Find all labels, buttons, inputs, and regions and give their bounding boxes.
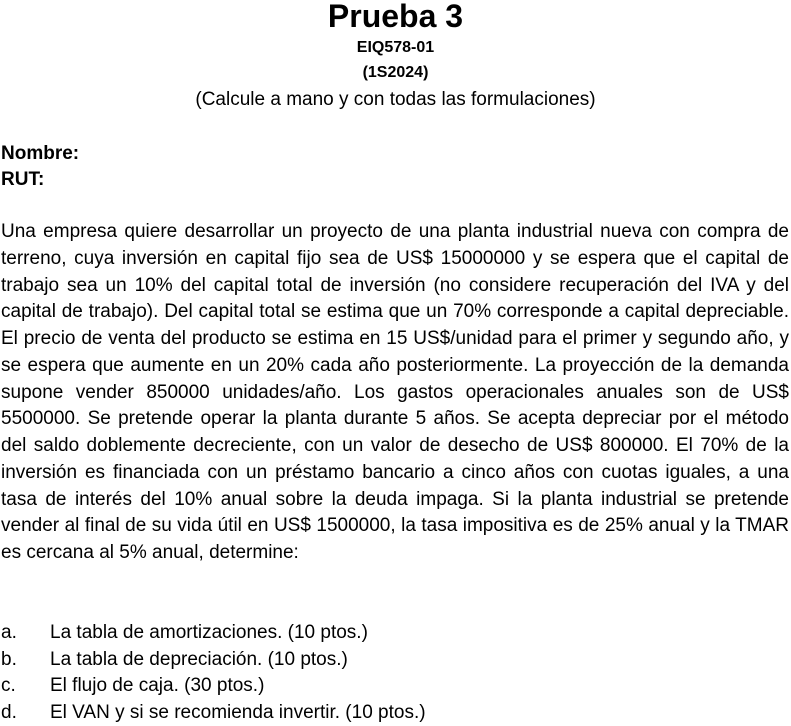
problem-statement: Una empresa quiere desarrollar un proyecto de una planta industrial nueva con compra de terreno, cuya inversión en capital fijo sea de US$ 15000000 y se espera que el capital de trabajo sea un 10% del capital total de inversión (no considere recuperación del IVA y del capital de trabajo). Del capital total se estima que un 70% corresponde a capital depreciable. El precio de venta del producto se estima en 15 US$/unidad para el primer y segundo año, y se espera que aumente en un 20% cada año posteriormente. La proyección de la demanda supone vender 850000 unidades/año. Los gastos operacionales anuales son de US$ 5500000. Se pretende operar la planta durante 5 años. Se acepta depreciar por el método del saldo doblemente decreciente, con un valor de desecho de US$ 800000. El 70% de la inversión es financiada con un préstamo bancario a cinco años con cuotas iguales, a una tasa de interés del 10% anual sobre la deuda impaga. Si la planta industrial se pretende vender al final de su vida útil en US$ 1500000, la tasa impositiva es de 25% anual y la TMAR es cercana al 5% anual, determine: [1, 219, 789, 567]
question-text: La tabla de depreciación. (10 ptos.) [50, 649, 348, 670]
question-letter: a. [1, 620, 17, 647]
question-item-c [1, 673, 789, 700]
question-text: La tabla de amortizaciones. (10 ptos.) [50, 622, 368, 643]
rut-field-label: RUT: [1, 168, 44, 192]
name-field-label: Nombre: [1, 142, 79, 166]
instructions-note: (Calcule a mano y con todas las formulaciones) [0, 88, 791, 112]
question-letter: d. [1, 700, 17, 726]
question-item-b [1, 647, 789, 674]
semester-label: (1S2024) [0, 63, 791, 83]
question-letter: b. [1, 647, 17, 674]
question-list [1, 620, 789, 726]
question-letter: c. [1, 673, 16, 700]
exam-title: Prueba 3 [0, 0, 791, 36]
course-code: EIQ578-01 [0, 38, 791, 58]
question-text: El VAN y si se recomienda invertir. (10 ptos.) [50, 702, 426, 723]
question-text: El flujo de caja. (30 ptos.) [50, 675, 264, 696]
question-item-d [1, 700, 789, 726]
question-item-a [1, 620, 789, 647]
